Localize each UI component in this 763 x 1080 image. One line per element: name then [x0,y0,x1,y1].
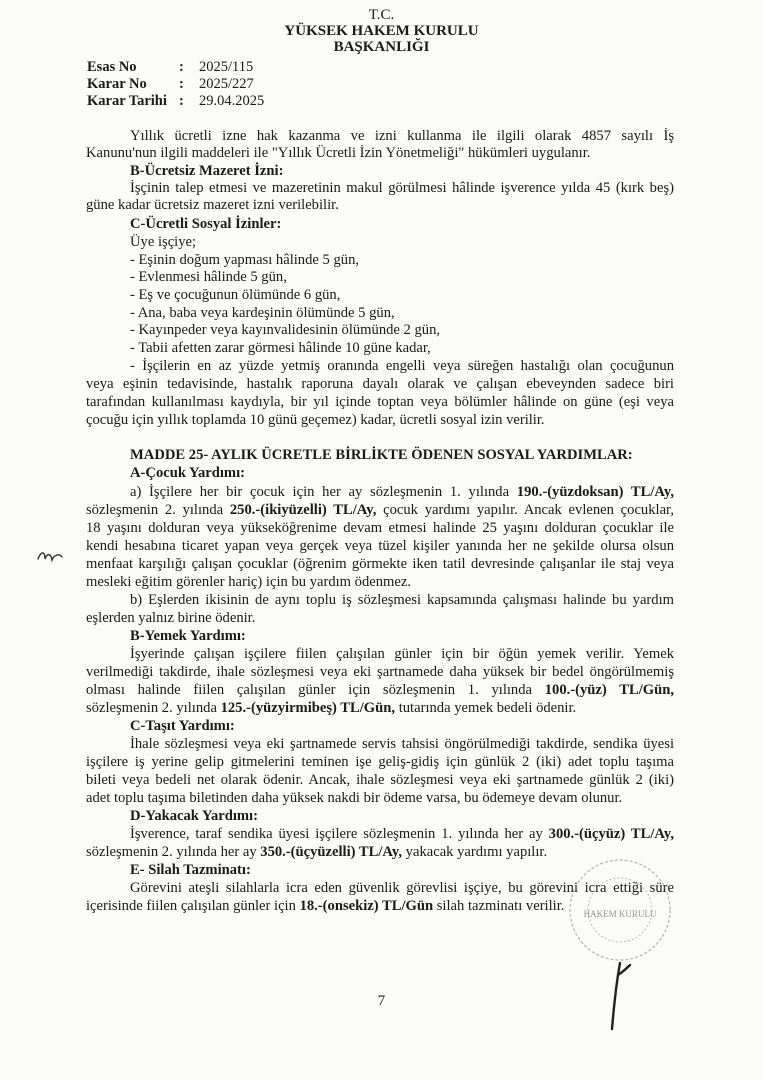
para-line: tarafından kullanılması kaydıyla, bir yıl içinde toptan veya bölümler hâlinde on güne (eşi veya [86,394,674,410]
para-line: 18 yaşını dolduran veya yükseköğrenime devam etmesi halinde 25 yaşını dolduran çocuklar ile [86,520,674,536]
para-line: sözleşmenin 2. yılında her ay 350.-(üçyüzelli) TL/Ay, yakacak yardımı yapılır. [86,844,548,860]
para-line: b) Eşlerden ikisinin de aynı toplu iş sözleşmesi kapsamında çalışması halinde bu yardım [130,592,674,608]
list-item: - Tabii afetten zarar görmesi hâlinde 10 güne kadar, [130,340,431,356]
meta-karar-tarihi: Karar Tarihi : 29.04.2025 [87,93,265,109]
meta-karar-no: Karar No : 2025/227 [87,76,254,92]
para-line: Yıllık ücretli izne hak kazanma ve izni kullanma ile ilgili olarak 4857 sayılı İş [130,128,674,144]
para-line: Kanunu'nun ilgili maddeleri ile "Yıllık Ücretli İzin Yönetmeliği" hükümleri uygulanır. [86,145,591,161]
header-institution: YÜKSEK HAKEM KURULU [284,23,479,39]
para-line: Görevini ateşli silahlarla icra eden güvenlik görevlisi işçiye, bu görevini icra ettiği süre [130,880,674,896]
list-item: - Evlenmesi hâlinde 5 gün, [130,269,287,285]
para-line: İşyerinde çalışan işçilere fiilen çalışılan günler için bir öğün yemek verilir. Yemek [130,646,674,662]
para-line: İşçinin talep etmesi ve mazeretinin makul görülmesi hâlinde işverence yılda 45 (kırk beş) [130,180,674,196]
para-line: güne kadar ücretsiz mazeret izni verilebilir. [86,197,339,213]
list-item: - Eşinin doğum yapması hâlinde 5 gün, [130,252,360,268]
para-line: olması halinde fiilen çalışılan günler için sözleşmenin 1. yılında 100.-(yüz) TL/Gün, [86,682,674,698]
page-number: 7 [377,993,386,1009]
para-line: içerisinde fiilen çalışılan günler için 18.-(onsekiz) TL/Gün silah tazminatı verilir. [86,898,565,914]
official-stamp [565,855,675,965]
para-line: verilmediği takdirde, ihale sözleşmesi veya eki şartnamede daha yüksek bir bedel öngörülmemiş [86,664,674,680]
list-item: - Kayınpeder veya kayınvalidesinin ölümünde 2 gün, [130,322,441,338]
para-line: bileti veya bedeli net olarak ödenir. Ancak, ihale sözleşmesi veya eki şartnamede günlük 2 (iki) [86,772,674,788]
para-line: eşlerden yalnız birine ödenir. [86,610,256,626]
list-item: - Ana, baba veya kardeşinin ölümünde 5 gün, [130,305,395,321]
section-heading-tasit: C-Taşıt Yardımı: [130,718,235,734]
section-heading-silah: E- Silah Tazminatı: [130,862,251,878]
section-heading-yakacak: D-Yakacak Yardımı: [130,808,258,824]
meta-esas-no: Esas No : 2025/115 [87,59,254,75]
para-line: çocuğu için yıllık toplamda 10 günü geçemez) kadar, ücretli sosyal izin verilir. [86,412,545,428]
para-line: mesleki eğitim görenler hariç) için bu yardım ödenmez. [86,574,412,590]
para-line: işçilere iş yerine gelip gitmelerini teminen işe geliş-gidiş için günlük 2 (iki) adet toplu taşıma [86,754,674,770]
header-office: BAŞKANLIĞI [333,39,430,55]
para-line: kendi hesabına ticaret yapan veya gerçek veya tüzel kişiler yanında her ne şekilde olursa olsun [86,538,674,554]
para-line: İhale sözleşmesi veya eki şartnamede servis tahsisi öngörülmediği takdirde, sendika üyesi [130,736,674,752]
svg-text:HAKEM KURULU: HAKEM KURULU [583,909,657,919]
para-line: veya eşinin tedavisinde, hastalık raporuna dayalı olarak ve çalışan ebeveynden sadece biri [86,376,674,392]
article-heading-25: MADDE 25- AYLIK ÜCRETLE BİRLİKTE ÖDENEN SOSYAL YARDIMLAR: [130,447,633,463]
para-line: menfaat karşılığı çalışan çocuklar (öğrenim görmekte iken tatil devresinde çalışanlar ile staj veya [86,556,674,572]
para-line: a) İşçilere her bir çocuk için her ay sözleşmenin 1. yılında 190.-(yüzdoksan) TL/Ay, [130,484,675,500]
para-line: İşverence, taraf sendika üyesi işçilere sözleşmenin 1. yılında her ay 300.-(üçyüz) TL/Ay, [130,826,674,842]
section-heading-a: A-Çocuk Yardımı: [130,465,245,481]
section-heading-yemek: B-Yemek Yardımı: [130,628,246,644]
para-line: adet toplu taşıma biletinden daha yüksek nakdi bir ödeme varsa, bu ödemeye devam olunur. [86,790,623,806]
list-intro: Üye işçiye; [130,234,197,250]
list-item: - İşçilerin en az yüzde yetmiş oranında engelli veya süreğen hastalığı olan çocuğunun [130,358,674,374]
para-line: sözleşmenin 2. yılında 125.-(yüzyirmibeş) TL/Gün, tutarında yemek bedeli ödenir. [86,700,577,716]
section-heading-b: B-Ücretsiz Mazeret İzni: [130,163,284,179]
margin-initials-mark [35,545,65,567]
section-heading-c: C-Ücretli Sosyal İzinler: [130,216,282,232]
para-line: sözleşmenin 2. yılında 250.-(ikiyüzelli) TL/Ay, çocuk yardımı yapılır. Ancak evlenen çocuklar, [86,502,674,518]
header-tc: T.C. [368,7,395,23]
list-item: - Eş ve çocuğunun ölümünde 6 gün, [130,287,341,303]
